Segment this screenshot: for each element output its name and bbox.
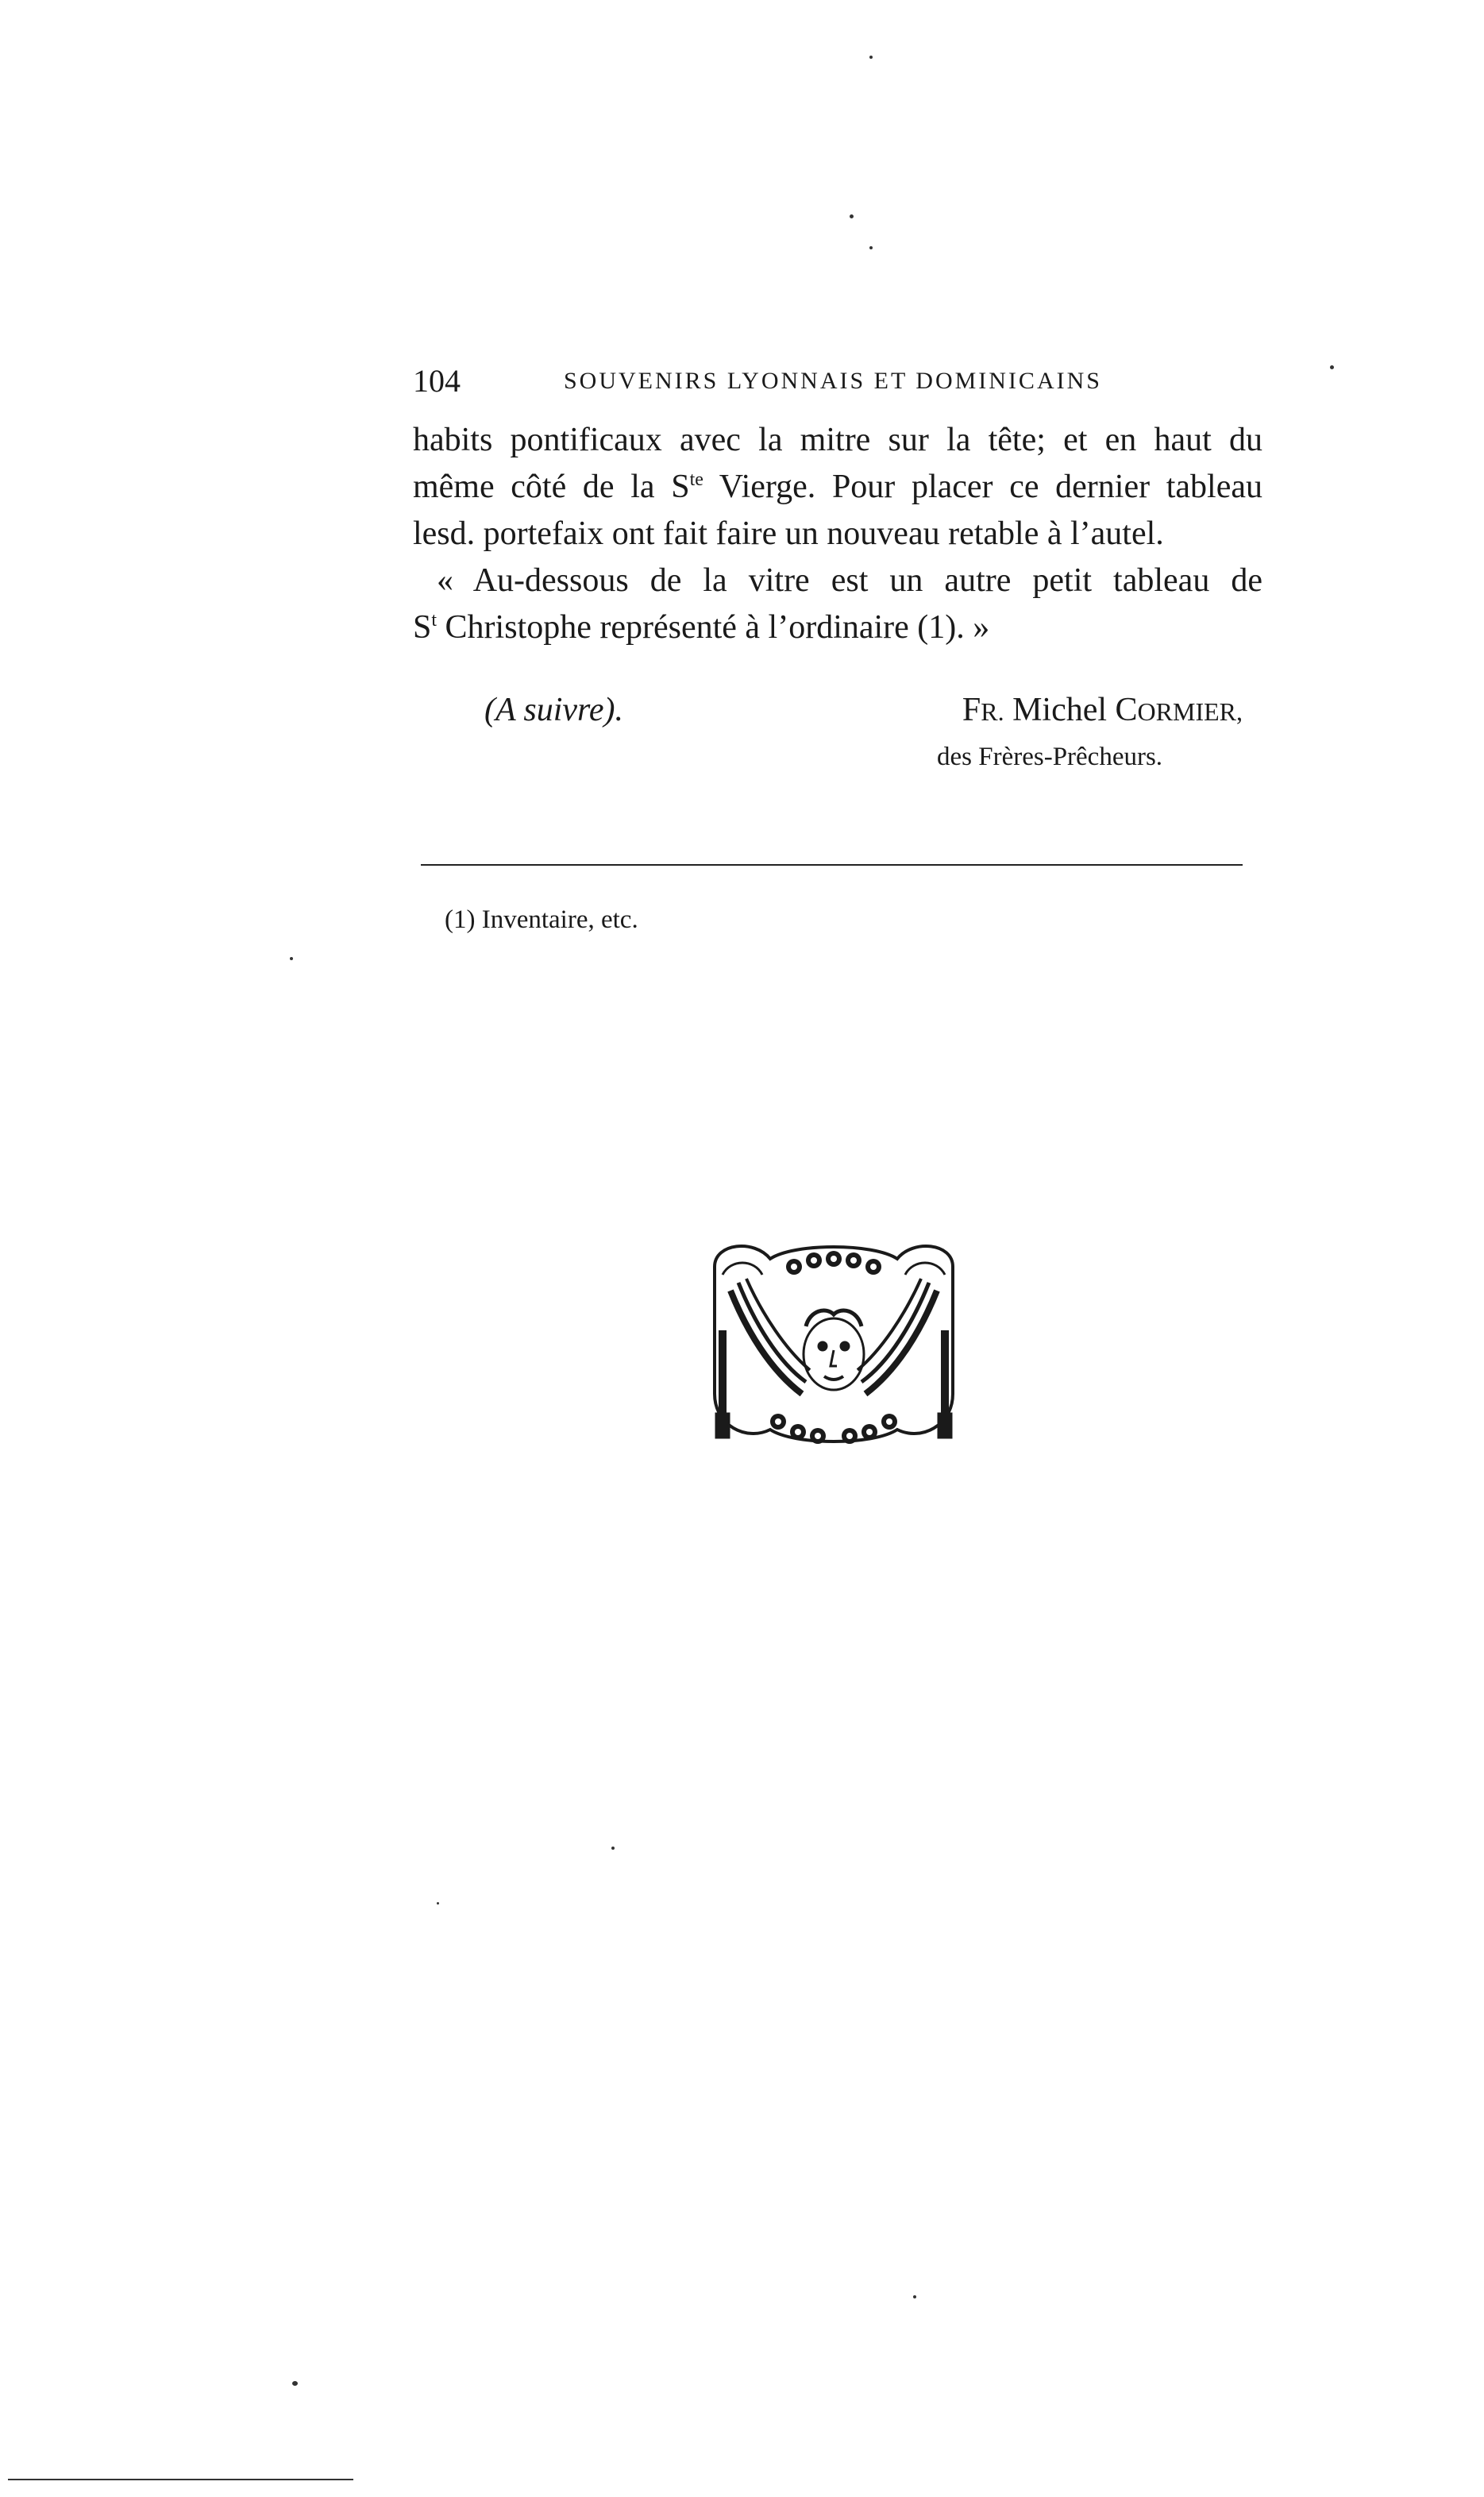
scan-speck: [290, 957, 293, 960]
footnote-divider: [421, 864, 1243, 866]
text-line: « Au-dessous de la vitre est un autre petit tableau de: [437, 562, 1262, 599]
text-line: lesd. portefaix ont fait faire un nouveau retable à l’autel.: [413, 515, 1164, 552]
text-line: même côté de la $S^{te}$ Vierge. Pour placer ce dernier tableau: [413, 469, 1263, 505]
scan-speck: [869, 246, 873, 249]
text-line: $S^t$ Christophe représenté à l’ordinaire (1). »: [413, 609, 990, 646]
scan-speck: [611, 1847, 615, 1850]
signature-row: [413, 691, 1262, 739]
saint-abbreviation: $S^{te}$: [671, 469, 703, 505]
author-affiliation: des Frères-Prêcheurs.: [937, 743, 1163, 771]
running-head: [413, 357, 1262, 405]
author-name: FR. Michel CORMIER,: [962, 692, 1243, 728]
scan-speck: [913, 2295, 916, 2298]
page-number: 104: [413, 363, 461, 399]
scan-speck: [850, 214, 854, 218]
saint-abbreviation: $S^t$: [413, 609, 437, 646]
text-line: habits pontificaux avec la mitre sur la tête; et en haut du: [413, 422, 1262, 458]
running-title: SOUVENIRS LYONNAIS ET DOMINICAINS: [564, 368, 1102, 394]
to-be-continued: (A suivre).: [484, 692, 623, 728]
scan-edge-line: [8, 2479, 353, 2480]
cherub-head-ornament-icon: [699, 1235, 969, 1453]
footnote: (1) Inventaire, etc.: [445, 905, 638, 934]
body-text: [413, 417, 1262, 651]
scan-speck: [437, 1902, 439, 1905]
scan-speck: [292, 2381, 298, 2386]
scan-speck: [869, 56, 873, 59]
scan-speck: [1330, 365, 1334, 369]
